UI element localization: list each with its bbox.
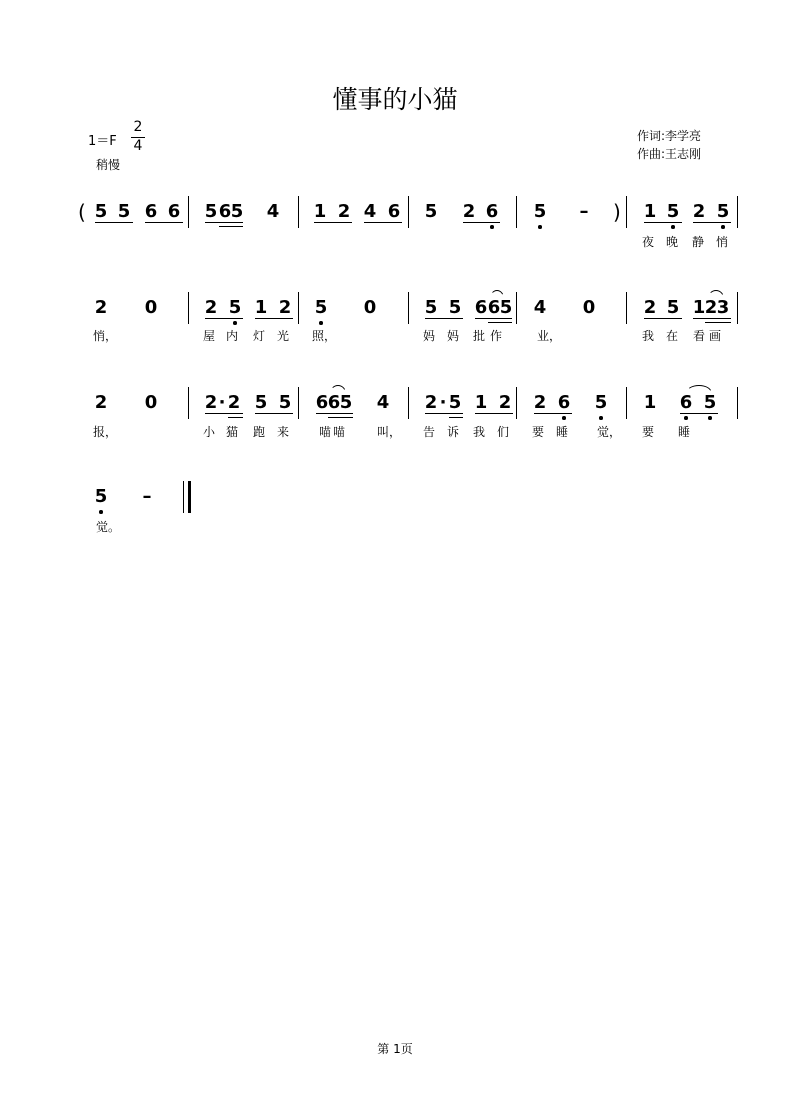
- note: 5: [339, 392, 353, 413]
- lyric-syllable: 觉，: [597, 425, 622, 439]
- barline: [298, 292, 299, 324]
- note: 6: [315, 392, 329, 413]
- note: 5: [278, 392, 292, 413]
- lyric-syllable: 业，: [537, 329, 562, 343]
- tempo-marking: 稍慢: [96, 158, 121, 172]
- note: ·: [218, 392, 226, 413]
- underline-beam: [205, 413, 243, 414]
- lyric-syllable: 喵: [319, 425, 332, 439]
- note: 5: [594, 392, 608, 413]
- lyric-syllable: 要: [532, 425, 545, 439]
- note: 5: [94, 201, 108, 222]
- underline-beam: [205, 318, 243, 319]
- octave-dot-below: [319, 321, 323, 325]
- note: 1: [643, 201, 657, 222]
- note: 6: [485, 201, 499, 222]
- underline-beam: [228, 417, 243, 418]
- note: 2: [227, 392, 241, 413]
- octave-dot-below: [562, 416, 566, 420]
- lyric-syllable: 晚: [666, 235, 679, 249]
- octave-dot-below: [684, 416, 688, 420]
- barline: [516, 196, 517, 228]
- barline: [626, 196, 627, 228]
- underline-beam: [693, 318, 731, 319]
- underline-beam: [488, 322, 512, 323]
- lyric-syllable: 告: [423, 425, 436, 439]
- underline-beam: [475, 318, 512, 319]
- note: 2: [424, 392, 438, 413]
- lyric-syllable: 画: [709, 329, 722, 343]
- underline-beam: [425, 413, 463, 414]
- underline-beam: [644, 222, 682, 223]
- underline-beam: [316, 413, 353, 414]
- lyric-syllable: 我: [473, 425, 486, 439]
- underline-beam: [693, 222, 731, 223]
- note: 6: [474, 297, 488, 318]
- note: 5: [424, 297, 438, 318]
- note: 2: [692, 201, 706, 222]
- octave-dot-below: [599, 416, 603, 420]
- composer-credit: 作曲:王志刚: [637, 147, 702, 161]
- barline: [188, 196, 189, 228]
- underline-beam: [425, 318, 463, 319]
- underline-beam: [475, 413, 513, 414]
- lyric-syllable: 作: [490, 329, 503, 343]
- underline-beam: [680, 413, 718, 414]
- note: 4: [376, 392, 390, 413]
- barline: [298, 387, 299, 419]
- note: 5: [666, 201, 680, 222]
- note: 2: [94, 392, 108, 413]
- lyric-syllable: 静: [692, 235, 705, 249]
- note: 5: [448, 297, 462, 318]
- note: 0: [363, 297, 377, 318]
- barline: [188, 292, 189, 324]
- octave-dot-below: [490, 225, 494, 229]
- note: –: [142, 486, 152, 507]
- slur-mark: [490, 290, 504, 298]
- underline-beam: [328, 417, 353, 418]
- barline: [298, 196, 299, 228]
- lyricist-credit: 作词:李学亮: [637, 129, 702, 143]
- note: 3: [716, 297, 730, 318]
- lyric-syllable: 妈: [447, 329, 460, 343]
- note: 5: [254, 392, 268, 413]
- lyric-syllable: 悄: [716, 235, 729, 249]
- slur-mark: [330, 385, 346, 393]
- note: 6: [557, 392, 571, 413]
- barline: [516, 292, 517, 324]
- note: 5: [533, 201, 547, 222]
- lyric-syllable: 内: [226, 329, 239, 343]
- note: 2: [94, 297, 108, 318]
- lyric-syllable: 猫: [226, 425, 239, 439]
- note: ·: [439, 392, 447, 413]
- barline: [516, 387, 517, 419]
- octave-dot-below: [721, 225, 725, 229]
- lyric-syllable: 来: [277, 425, 290, 439]
- note: 6: [387, 201, 401, 222]
- lyric-syllable: 悄，: [93, 329, 118, 343]
- barline: [737, 387, 738, 419]
- barline: [737, 292, 738, 324]
- note: 1: [474, 392, 488, 413]
- octave-dot-below: [99, 510, 103, 514]
- lyric-syllable: 们: [497, 425, 510, 439]
- lyric-syllable: 看: [693, 329, 706, 343]
- slur-mark: [686, 385, 712, 393]
- lyric-syllable: 在: [666, 329, 679, 343]
- underline-beam: [449, 417, 463, 418]
- barline: [408, 292, 409, 324]
- note: 5: [94, 486, 108, 507]
- lyric-syllable: 照，: [312, 329, 337, 343]
- note: 0: [582, 297, 596, 318]
- note: 5: [424, 201, 438, 222]
- note: 5: [666, 297, 680, 318]
- note: 2: [278, 297, 292, 318]
- note: 5: [314, 297, 328, 318]
- lyric-syllable: 报，: [93, 425, 118, 439]
- underline-beam: [205, 222, 243, 223]
- note: 6: [327, 392, 341, 413]
- lyric-syllable: 我: [642, 329, 655, 343]
- note: 1: [313, 201, 327, 222]
- note: 2: [643, 297, 657, 318]
- lyric-syllable: 夜: [642, 235, 655, 249]
- note: 5: [716, 201, 730, 222]
- note: 5: [448, 392, 462, 413]
- underline-beam: [644, 318, 682, 319]
- note: 0: [144, 297, 158, 318]
- note: 6: [144, 201, 158, 222]
- lyric-syllable: 灯: [253, 329, 266, 343]
- note: 2: [704, 297, 718, 318]
- note: –: [579, 201, 589, 222]
- lyric-syllable: 跑: [253, 425, 266, 439]
- note: 2: [533, 392, 547, 413]
- note: 1: [692, 297, 706, 318]
- repeat-parenthesis: (: [78, 200, 86, 224]
- note: 4: [363, 201, 377, 222]
- note: 4: [266, 201, 280, 222]
- note: 2: [204, 297, 218, 318]
- underline-beam: [364, 222, 402, 223]
- octave-dot-below: [671, 225, 675, 229]
- lyric-syllable: 小: [203, 425, 216, 439]
- underline-beam: [255, 318, 293, 319]
- note: 1: [643, 392, 657, 413]
- underline-beam: [145, 222, 183, 223]
- note: 5: [204, 201, 218, 222]
- lyric-syllable: 觉。: [96, 520, 121, 534]
- barline: [188, 387, 189, 419]
- underline-beam: [534, 413, 572, 414]
- note: 6: [167, 201, 181, 222]
- underline-beam: [255, 413, 293, 414]
- lyric-syllable: 诉: [447, 425, 460, 439]
- note: 2: [498, 392, 512, 413]
- octave-dot-below: [538, 225, 542, 229]
- lyric-syllable: 屋: [203, 329, 216, 343]
- note: 2: [337, 201, 351, 222]
- barline: [183, 481, 184, 513]
- note: 5: [703, 392, 717, 413]
- barline: [626, 387, 627, 419]
- underline-beam: [463, 222, 500, 223]
- page-number: 第 1页: [377, 1042, 413, 1056]
- note: 5: [117, 201, 131, 222]
- barline: [408, 196, 409, 228]
- octave-dot-below: [233, 321, 237, 325]
- octave-dot-below: [708, 416, 712, 420]
- underline-beam: [95, 222, 133, 223]
- underline-beam: [314, 222, 352, 223]
- key-signature: 1＝F: [88, 134, 117, 149]
- barline: [737, 196, 738, 228]
- underline-beam: [705, 322, 731, 323]
- note: 2: [462, 201, 476, 222]
- lyric-syllable: 睡: [556, 425, 569, 439]
- note: 4: [533, 297, 547, 318]
- note: 5: [230, 201, 244, 222]
- note: 6: [218, 201, 232, 222]
- note: 6: [487, 297, 501, 318]
- note: 5: [228, 297, 242, 318]
- repeat-parenthesis: ): [613, 200, 621, 224]
- barline: [408, 387, 409, 419]
- time-signature-top: 2: [133, 119, 143, 135]
- lyric-syllable: 批: [473, 329, 486, 343]
- note: 2: [204, 392, 218, 413]
- lyric-syllable: 妈: [423, 329, 436, 343]
- note: 1: [254, 297, 268, 318]
- lyric-syllable: 叫，: [377, 425, 402, 439]
- lyric-syllable: 睡: [678, 425, 691, 439]
- note: 0: [144, 392, 158, 413]
- slur-mark: [708, 290, 724, 298]
- time-signature-bottom: 4: [133, 138, 143, 154]
- note: 5: [499, 297, 513, 318]
- note: 6: [679, 392, 693, 413]
- lyric-syllable: 光: [277, 329, 290, 343]
- lyric-syllable: 喵: [333, 425, 346, 439]
- lyric-syllable: 要: [642, 425, 655, 439]
- underline-beam: [219, 226, 243, 227]
- song-title: 懂事的小猫: [332, 85, 458, 114]
- final-barline: [188, 481, 191, 513]
- barline: [626, 292, 627, 324]
